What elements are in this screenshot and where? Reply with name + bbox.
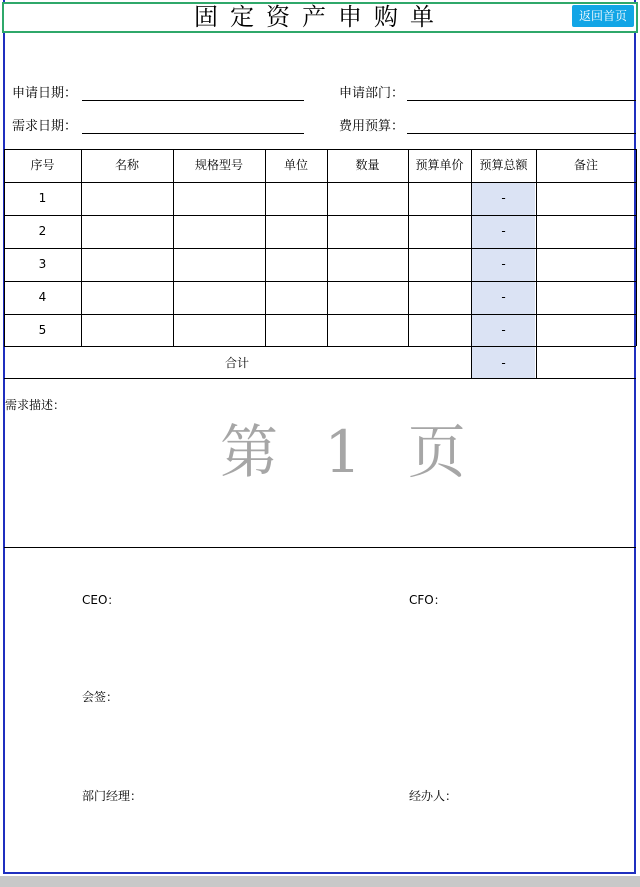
countersign-label: 会签： <box>82 690 119 704</box>
table-header-cell: 备注 <box>573 158 598 172</box>
table-header-cell: 序号 <box>30 158 55 172</box>
table-cell[interactable] <box>409 216 470 246</box>
apply-dept-field[interactable] <box>407 100 636 101</box>
row-number: 4 <box>38 290 47 304</box>
table-cell[interactable] <box>409 315 470 345</box>
table-cell[interactable] <box>82 315 172 345</box>
description-label: 需求描述： <box>5 398 66 412</box>
table-cell[interactable] <box>409 183 470 213</box>
table-cell[interactable] <box>82 216 172 246</box>
sum-value: - <box>501 356 506 370</box>
table-header-cell: 预算单价 <box>415 158 464 172</box>
table-header-cell: 数量 <box>355 158 380 172</box>
table-cell[interactable] <box>328 282 407 312</box>
table-cell[interactable] <box>537 183 635 213</box>
table-header-cell: 名称 <box>114 158 139 172</box>
table-cell[interactable] <box>537 282 635 312</box>
grid-line <box>636 149 637 346</box>
row-total: - <box>501 290 506 304</box>
handler-label: 经办人： <box>409 789 458 803</box>
table-cell[interactable] <box>328 249 407 279</box>
grid-line <box>536 346 537 378</box>
row-total: - <box>501 257 506 271</box>
apply-date-label: 申请日期： <box>12 86 78 101</box>
table-header-cell: 规格型号 <box>194 158 243 172</box>
home-button[interactable]: 返回首页 <box>572 5 634 27</box>
table-cell[interactable] <box>537 315 635 345</box>
table-header-cell: 预算总额 <box>479 158 528 172</box>
cfo-label: CFO： <box>409 593 446 607</box>
row-number: 5 <box>38 323 47 337</box>
table-cell[interactable] <box>266 282 326 312</box>
apply-date-field[interactable] <box>82 100 304 101</box>
table-header-cell: 单位 <box>283 158 308 172</box>
bottom-scroll-strip <box>0 876 640 887</box>
need-date-field[interactable] <box>82 133 304 134</box>
table-cell[interactable] <box>537 216 635 246</box>
table-cell[interactable] <box>174 315 264 345</box>
row-number: 2 <box>38 224 47 238</box>
page-title: 固定资产申购单 <box>194 3 446 31</box>
table-cell[interactable] <box>266 249 326 279</box>
row-number: 1 <box>38 191 47 205</box>
table-cell[interactable] <box>174 282 264 312</box>
dept-manager-label: 部门经理： <box>82 789 143 803</box>
table-cell[interactable] <box>82 282 172 312</box>
budget-label: 费用预算： <box>339 119 405 134</box>
table-cell[interactable] <box>328 183 407 213</box>
sum-label: 合计 <box>224 356 249 370</box>
table-cell[interactable] <box>409 282 470 312</box>
table-cell[interactable] <box>328 216 407 246</box>
row-total: - <box>501 191 506 205</box>
table-cell[interactable] <box>328 315 407 345</box>
budget-field[interactable] <box>407 133 636 134</box>
page-watermark: 第 1 页 <box>220 418 480 486</box>
row-total: - <box>501 224 506 238</box>
table-cell[interactable] <box>537 249 635 279</box>
table-cell[interactable] <box>174 249 264 279</box>
table-cell[interactable] <box>82 183 172 213</box>
title-bar <box>2 2 638 33</box>
table-cell[interactable] <box>82 249 172 279</box>
table-cell[interactable] <box>174 183 264 213</box>
table-cell[interactable] <box>266 183 326 213</box>
need-date-label: 需求日期： <box>12 119 78 134</box>
ceo-label: CEO： <box>82 593 120 607</box>
table-cell[interactable] <box>266 315 326 345</box>
grid-line <box>4 547 636 548</box>
table-cell[interactable] <box>266 216 326 246</box>
row-number: 3 <box>38 257 47 271</box>
table-cell[interactable] <box>174 216 264 246</box>
row-total: - <box>501 323 506 337</box>
apply-dept-label: 申请部门： <box>339 86 405 101</box>
table-cell[interactable] <box>409 249 470 279</box>
